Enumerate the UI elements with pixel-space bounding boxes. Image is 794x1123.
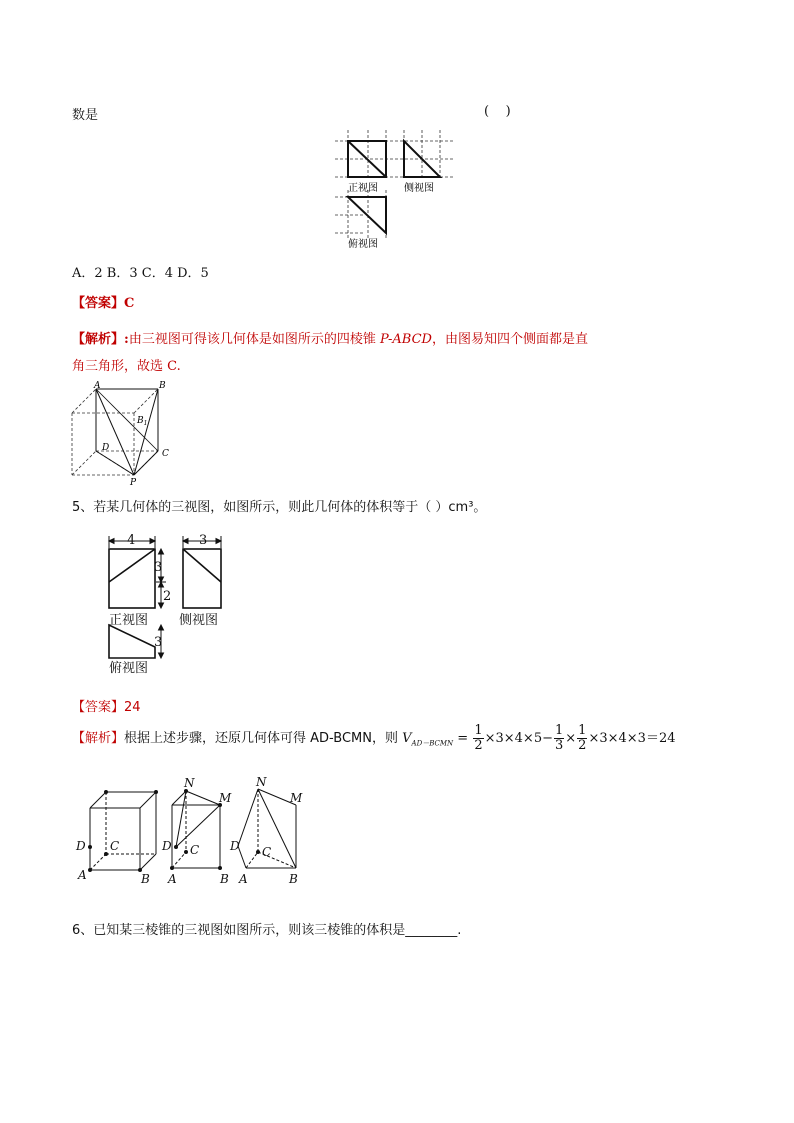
q5-three-view-figure xyxy=(105,534,255,674)
q5-solid-figure xyxy=(72,776,322,891)
q5-answer-label: 【答案】 xyxy=(72,700,125,715)
q4-front-label: 正视图 xyxy=(348,183,378,194)
q5-label-A3: A xyxy=(239,872,248,886)
q5-solid-box xyxy=(90,792,156,870)
q5-label-M2: M xyxy=(219,791,232,805)
q5-dim-h2: 2 xyxy=(163,589,172,604)
q5-label-A1: A xyxy=(78,868,87,882)
q5-label-N3: N xyxy=(256,775,267,789)
q5-label-B2: B xyxy=(220,872,229,886)
q4-stem-tail: 数是 xyxy=(72,108,99,123)
q4-cube-pyramid-figure xyxy=(68,382,188,487)
q5-label-C2: C xyxy=(190,843,200,857)
q4-analysis-label: 【解析】: xyxy=(72,332,129,347)
q6-question: 6、已知某三棱锥的三视图如图所示，则该三棱锥的体积是________. xyxy=(72,923,462,938)
q4-label-B1: $B_1$ xyxy=(137,416,148,427)
q4-answer-label: 【答案】 xyxy=(72,296,125,311)
q5-analysis-text: 根据上述步骤，还原几何体可得 AD-BCMN，则 xyxy=(124,731,398,746)
q4-analysis-line2: 角三角形，故选 C. xyxy=(72,359,181,374)
q4-options: A．2 B．3 C．4 D．5 xyxy=(72,266,209,281)
q5-dim-top-h: 3 xyxy=(154,635,163,650)
q4-answer xyxy=(72,292,134,311)
q5-label-B3: B xyxy=(289,872,298,886)
q5-answer-value: 24 xyxy=(124,700,141,715)
q5-top-label: 俯视图 xyxy=(109,661,149,676)
q4-side-label: 侧视图 xyxy=(404,183,434,194)
q4-pyramid-name: P-ABCD xyxy=(379,332,432,347)
q4-three-view-figure xyxy=(335,130,475,255)
q4-top-label: 俯视图 xyxy=(348,239,378,250)
q5-label-M3: M xyxy=(290,791,303,805)
q5-dim-width: 4 xyxy=(127,533,136,548)
q5-dim-side-width: 3 xyxy=(199,533,208,548)
q5-label-B1: B xyxy=(141,872,150,886)
q5-answer xyxy=(72,696,141,715)
q5-dim-h1: 3 xyxy=(154,560,163,575)
q4-label-A: A xyxy=(94,381,101,391)
q4-label-B: B xyxy=(159,381,166,391)
q5-label-D3: D xyxy=(230,839,240,853)
q5-analysis xyxy=(72,724,676,759)
q4-label-C: C xyxy=(162,449,169,459)
q5-question: 5、若某几何体的三视图，如图所示，则此几何体的体积等于（ ）cm³。 xyxy=(72,500,487,515)
q4-answer-value: C xyxy=(124,296,135,311)
q5-analysis-label: 【解析】 xyxy=(72,731,125,746)
q5-label-C1: C xyxy=(110,839,120,853)
q4-analysis-line1: 【解析】:由三视图可得该几何体是如图所示的四棱锥 P-ABCD，由图易知四个侧面都是直 xyxy=(72,332,588,347)
q4-label-D: D xyxy=(102,443,110,453)
q5-side-view xyxy=(183,549,221,608)
q5-volume-formula: $V_{AD-BCMN}$ = $\frac{1}{2}$ ×3×4×5− $\frac{1}{3}$ × $\frac{1}{2}$ ×3×4×3＝24 xyxy=(402,723,676,753)
q5-label-N2: N xyxy=(184,776,195,790)
q5-side-label: 侧视图 xyxy=(179,613,219,628)
q5-label-D2: D xyxy=(162,839,172,853)
q5-label-A2: A xyxy=(168,872,177,886)
q4-label-P: P xyxy=(130,478,137,488)
q5-front-label: 正视图 xyxy=(109,613,149,628)
q4-answer-paren: ( ) xyxy=(484,104,511,119)
q5-label-D1: D xyxy=(76,839,86,853)
q5-label-C3: C xyxy=(262,845,272,859)
q4-top-view xyxy=(348,197,386,233)
q5-front-view xyxy=(109,549,155,608)
q5-top-view xyxy=(109,625,155,658)
